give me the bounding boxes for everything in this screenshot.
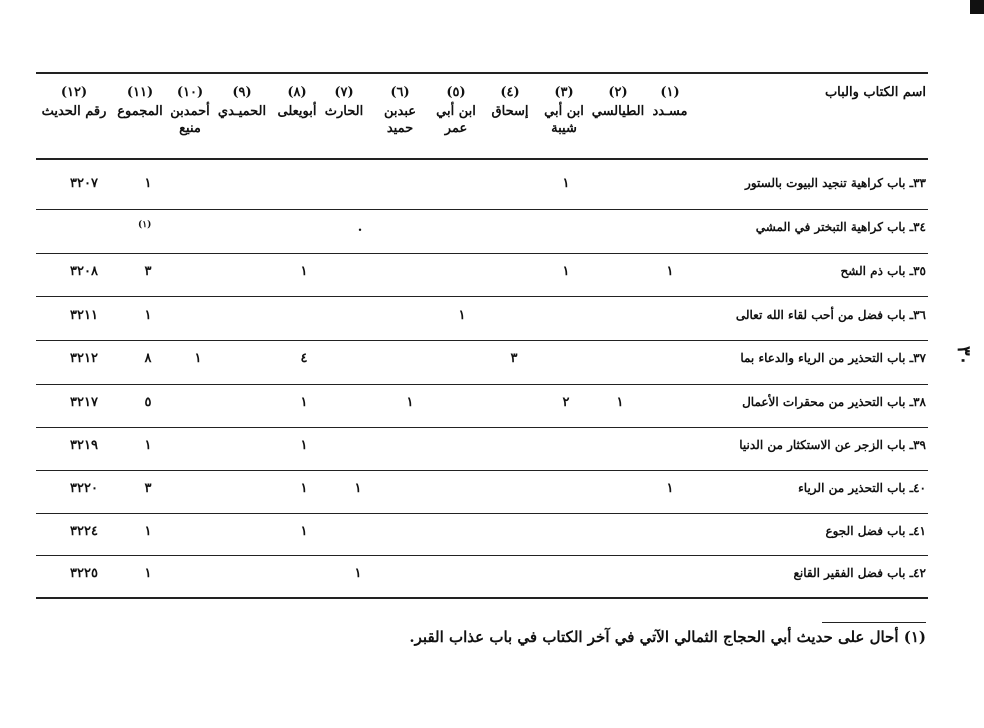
table-row-title: ٤١ـ باب فضل الجوع	[825, 524, 926, 538]
table-cell: ١	[458, 308, 466, 323]
table-cell: ١	[666, 481, 674, 496]
table-cell: ٣٢٠٧	[70, 176, 98, 191]
header-title-label: اسم الكتاب والباب	[824, 85, 926, 100]
table-cell: ٨	[144, 351, 152, 366]
page-number: ٣٠	[953, 346, 974, 366]
table-cell: ١	[300, 264, 308, 279]
column-header-3	[534, 85, 594, 155]
header-bottom-rule	[36, 158, 928, 160]
column-number: (٩)	[232, 85, 252, 100]
row-rule	[36, 513, 928, 514]
table-cell: ١	[144, 524, 152, 539]
column-header-11	[110, 85, 170, 138]
row-rule	[36, 296, 928, 297]
scan-corner-mark	[970, 0, 984, 14]
table-bottom-rule	[36, 597, 928, 599]
table-cell: ٣٢٢٠	[70, 481, 98, 496]
column-header-9	[212, 85, 272, 138]
table-row-title: ٣٦ـ باب فضل من أحب لقاء الله تعالى	[735, 308, 926, 322]
row-rule	[36, 384, 928, 385]
table-cell: ٣٢١١	[70, 308, 98, 323]
table-top-rule	[36, 72, 928, 74]
table-cell: ٣	[144, 481, 152, 496]
table-cell: ٣	[510, 351, 518, 366]
column-number: (٧)	[334, 85, 354, 100]
table-cell: ٣٢١٩	[70, 438, 98, 453]
column-name: إسحاق	[491, 104, 529, 119]
table-cell: ٣	[144, 264, 152, 279]
table-cell: ٢	[562, 395, 570, 410]
table-cell: ١	[354, 566, 362, 581]
table-cell: ١	[144, 438, 152, 453]
table-row-title: ٣٥ـ باب ذم الشح	[840, 264, 926, 278]
column-number: (١٢)	[60, 85, 88, 100]
column-header-4	[478, 85, 542, 138]
table-cell: ٣٢١٧	[70, 395, 98, 410]
table-cell: ١	[562, 176, 570, 191]
row-rule	[36, 209, 928, 210]
table-row-title: ٣٨ـ باب التحذير من محقرات الأعمال	[742, 395, 926, 409]
column-number: (١)	[660, 85, 680, 100]
table-row-title: ٣٧ـ باب التحذير من الرياء والدعاء بما	[740, 351, 926, 365]
column-name: الحارث	[324, 104, 364, 119]
table-cell: ١	[406, 395, 414, 410]
table-cell: ٣٢٠٨	[70, 264, 98, 279]
column-name: عبدبن حميد	[383, 104, 417, 136]
column-number: (١١)	[126, 85, 154, 100]
table-row-title: ٣٤ـ باب كراهية التبختر في المشي	[755, 220, 926, 234]
table-cell: ١	[194, 351, 202, 366]
table-cell: ١	[354, 481, 362, 496]
column-number: (١٠)	[176, 85, 204, 100]
row-rule	[36, 253, 928, 254]
table-cell: ١	[144, 176, 152, 191]
footnote-rule	[822, 622, 926, 623]
column-name: أحمدبن منيع	[170, 104, 210, 136]
column-header-5	[428, 85, 484, 155]
column-number: (٤)	[500, 85, 520, 100]
column-header-8	[264, 85, 330, 138]
table-cell: ١	[300, 395, 308, 410]
column-header-1	[640, 85, 700, 138]
column-name: الحميـدي	[217, 104, 267, 119]
column-name: أبويعلى	[277, 104, 317, 119]
column-name: ابن أبي شيبة	[544, 104, 584, 136]
column-header-title	[825, 84, 926, 101]
column-header-2	[588, 85, 648, 138]
column-name: ابن أبي عمر	[436, 104, 476, 136]
table-cell: ١	[300, 481, 308, 496]
table-cell: ٣٢٢٤	[70, 524, 98, 539]
column-header-6	[372, 85, 428, 155]
table-cell: ١	[666, 264, 674, 279]
table-cell: ١	[300, 524, 308, 539]
table-row-title: ٣٣ـ باب كراهية تنجيد البيوت بالستور	[745, 176, 926, 190]
table-cell: ١	[562, 264, 570, 279]
table-row-title: ٤٢ـ باب فضل الفقير القانع	[793, 566, 926, 580]
table-row-title: ٣٩ـ باب الزجر عن الاستكثار من الدنيا	[739, 438, 926, 452]
column-name: المجموع	[117, 104, 163, 119]
column-name: رقم الحديث	[41, 104, 107, 119]
column-name: مسـدد	[652, 104, 688, 119]
column-name: الطيالسي	[591, 104, 645, 119]
table-cell: ٣٢١٢	[70, 351, 98, 366]
column-number: (٦)	[390, 85, 410, 100]
row-rule	[36, 427, 928, 428]
column-number: (٢)	[608, 85, 628, 100]
column-header-12	[36, 85, 112, 138]
table-cell: ٣٢٢٥	[70, 566, 98, 581]
table-row-title: ٤٠ـ باب التحذير من الرياء	[798, 481, 926, 495]
table-cell: ١	[300, 438, 308, 453]
row-rule	[36, 340, 928, 341]
column-number: (٣)	[554, 85, 574, 100]
table-cell: .	[357, 220, 363, 235]
table-cell: ١	[144, 566, 152, 581]
footnote-reference: (١)	[138, 220, 152, 230]
row-rule	[36, 470, 928, 471]
table-cell: ١	[616, 395, 624, 410]
column-number: (٨)	[287, 85, 307, 100]
table-cell: ٥	[144, 395, 152, 410]
table-cell: ٤	[300, 351, 308, 366]
row-rule	[36, 555, 928, 556]
footnote-text: (١) أحال على حديث أبي الحجاج الثمالي الآتي في آخر الكتاب في باب عذاب القبر.	[409, 628, 926, 646]
column-number: (٥)	[446, 85, 466, 100]
table-cell: ١	[144, 308, 152, 323]
